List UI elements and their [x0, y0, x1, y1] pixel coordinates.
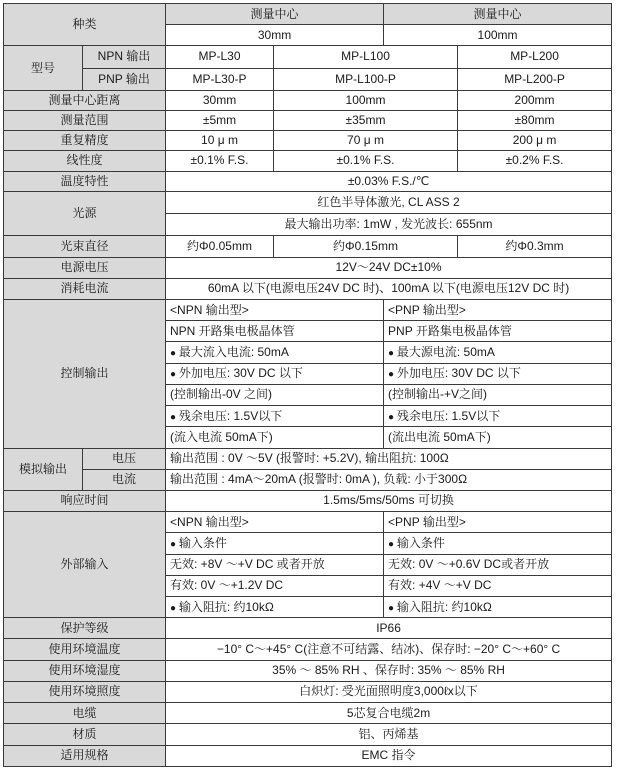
cell-value: 白炽灯: 受光面照明度3,000ℓx以下	[166, 681, 612, 702]
cell-value: NPN 开路集电极晶体管	[166, 321, 384, 342]
cable-label: 电缆	[4, 703, 166, 724]
list-item	[166, 342, 384, 363]
cell-value: EMC 指令	[166, 745, 612, 766]
cell-value: 无效: 0V ～+0.6V DC或者开放	[384, 554, 612, 575]
npn-title: <NPN 输出型>	[166, 299, 384, 320]
env-temp-label: 使用环境温度	[4, 639, 166, 660]
bullet-icon: ●	[170, 411, 179, 423]
list-item	[166, 363, 384, 384]
cell-value: ±0.2% F.S.	[458, 151, 612, 171]
table-row	[4, 4, 612, 25]
table-row	[4, 512, 612, 533]
cell-value: 60mA 以下(电源电压24V DC 时)、100mA 以下(电源电压12V DC 时)	[166, 278, 612, 299]
cell-value: 输入阻抗: 约10kΩ	[178, 599, 274, 614]
model-value: MP-L200-P	[458, 68, 612, 90]
cell-value: −10° C～+45° C(注意不可结露、结冰)、保存时: −20° C～+60° C	[166, 639, 612, 660]
cell-value: 约Φ0.15mm	[274, 236, 458, 257]
standard-label: 适用规格	[4, 745, 166, 766]
cell-value: 10 μ m	[166, 131, 274, 151]
cell-value: 约Φ0.05mm	[166, 236, 274, 257]
current-label: 消耗电流	[4, 278, 166, 299]
npn-title: <NPN 输出型>	[166, 512, 384, 533]
cell-value: 输出范围 : 4mA～20mA (报警时: 0mA ), 负载: 小于300Ω	[166, 469, 612, 490]
cell-value: 有效: 0V ～+1.2V DC	[166, 575, 384, 596]
table-row	[4, 681, 612, 702]
cell-value: 约Φ0.3mm	[458, 236, 612, 257]
external-input-label: 外部输入	[4, 512, 166, 618]
env-humidity-label: 使用环境湿度	[4, 660, 166, 681]
bullet-icon: ●	[388, 602, 397, 614]
cell-value: 最大源电流: 50mA	[396, 344, 495, 359]
list-item	[384, 406, 612, 427]
temp-char-label: 温度特性	[4, 171, 166, 191]
bullet-icon: ●	[388, 347, 397, 359]
bullet-icon: ●	[170, 538, 179, 550]
cell-value: ±5mm	[166, 111, 274, 131]
column-header: 测量中心	[166, 4, 384, 25]
cell-value: (控制输出-+V之间)	[384, 384, 612, 405]
cell-value: 输入条件	[178, 535, 227, 550]
cell-value: 5芯复合电缆2m	[166, 703, 612, 724]
response-label: 响应时间	[4, 490, 166, 511]
cell-value: ±0.03% F.S./℃	[166, 171, 612, 191]
current-output-label: 电流	[83, 469, 166, 490]
list-item	[384, 597, 612, 618]
spec-table	[3, 3, 612, 767]
cell-value: 输出范围 : 0V ～5V (报警时: +5.2V), 输出阻抗: 100Ω	[166, 448, 612, 469]
cell-value: 铝、丙烯基	[166, 724, 612, 745]
cell-value: 200 μ m	[458, 131, 612, 151]
cell-value: 最大流入电流: 50mA	[178, 344, 289, 359]
protection-label: 保护等级	[4, 618, 166, 639]
model-value: MP-L100	[274, 46, 458, 68]
cell-value: 70 μ m	[274, 131, 458, 151]
table-row	[4, 90, 612, 110]
cell-value: 12V～24V DC±10%	[166, 257, 612, 278]
material-label: 材质	[4, 724, 166, 745]
table-row	[4, 490, 612, 511]
list-item	[384, 363, 612, 384]
bullet-icon: ●	[388, 411, 397, 423]
supply-voltage-label: 电源电压	[4, 257, 166, 278]
cell-value: 35% ～ 85% RH 、保存时: 35% ～ 85% RH	[166, 660, 612, 681]
cell-value: (控制输出-0V 之间)	[166, 384, 384, 405]
table-row	[4, 278, 612, 299]
table-row	[4, 151, 612, 171]
column-distance: 30mm	[166, 25, 384, 46]
cell-value: 200mm	[458, 90, 612, 110]
table-row	[4, 639, 612, 660]
voltage-label: 电压	[83, 448, 166, 469]
cell-value: 红色半导体激光, CL ASS 2	[166, 191, 612, 213]
type-label: 种类	[4, 4, 166, 46]
table-row	[4, 703, 612, 724]
bullet-icon: ●	[170, 369, 179, 381]
repeatability-label: 重复精度	[4, 131, 166, 151]
center-distance-label: 测量中心距离	[4, 90, 166, 110]
pnp-label: PNP 输出	[83, 68, 166, 90]
table-row	[4, 46, 612, 68]
bullet-icon: ●	[388, 538, 397, 550]
cell-value: 100mm	[274, 90, 458, 110]
cell-value: ±0.1% F.S.	[166, 151, 274, 171]
beam-diameter-label: 光束直径	[4, 236, 166, 257]
table-row	[4, 660, 612, 681]
cell-value: (流入电流 50mA下)	[166, 427, 384, 448]
light-source-label: 光源	[4, 191, 166, 235]
cell-value: 无效: +8V ～+V DC 或者开放	[166, 554, 384, 575]
cell-value: 外加电压: 30V DC 以下	[178, 366, 303, 381]
list-item	[384, 342, 612, 363]
cell-value: PNP 开路集电极晶体管	[384, 321, 612, 342]
measure-range-label: 测量范围	[4, 111, 166, 131]
column-distance: 100mm	[384, 25, 612, 46]
table-row	[4, 236, 612, 257]
table-row	[4, 299, 612, 320]
list-item	[166, 597, 384, 618]
pnp-title: <PNP 输出型>	[384, 299, 612, 320]
cell-value: 输入阻抗: 约10kΩ	[396, 599, 492, 614]
table-row	[4, 618, 612, 639]
table-row	[4, 68, 612, 90]
cell-value: 残余电压: 1.5V以下	[396, 408, 501, 423]
bullet-icon: ●	[170, 347, 179, 359]
cell-value: 30mm	[166, 90, 274, 110]
bullet-icon: ●	[388, 369, 397, 381]
cell-value: 输入条件	[396, 535, 445, 550]
cell-value: ±35mm	[274, 111, 458, 131]
model-value: MP-L100-P	[274, 68, 458, 90]
env-light-label: 使用环境照度	[4, 681, 166, 702]
column-header: 测量中心	[384, 4, 612, 25]
table-row	[4, 469, 612, 490]
npn-label: NPN 输出	[83, 46, 166, 68]
cell-value: 1.5ms/5ms/50ms 可切换	[166, 490, 612, 511]
table-row	[4, 448, 612, 469]
table-row	[4, 171, 612, 191]
cell-value: ±0.1% F.S.	[274, 151, 458, 171]
cell-value: ±80mm	[458, 111, 612, 131]
cell-value: (流出电流 50mA下)	[384, 427, 612, 448]
model-value: MP-L30	[166, 46, 274, 68]
bullet-icon: ●	[170, 602, 179, 614]
table-row	[4, 745, 612, 766]
linearity-label: 线性度	[4, 151, 166, 171]
table-row	[4, 257, 612, 278]
model-label: 型号	[4, 46, 83, 90]
cell-value: 外加电压: 30V DC 以下	[396, 366, 521, 381]
model-value: MP-L30-P	[166, 68, 274, 90]
control-output-label: 控制输出	[4, 299, 166, 448]
table-row	[4, 131, 612, 151]
cell-value: IP66	[166, 618, 612, 639]
table-row	[4, 191, 612, 213]
cell-value: 最大输出功率: 1mW , 发光波长: 655nm	[166, 214, 612, 236]
model-value: MP-L200	[458, 46, 612, 68]
list-item	[384, 533, 612, 554]
cell-value: 有效: +4V ～+V DC	[384, 575, 612, 596]
cell-value: 残余电压: 1.5V以下	[178, 408, 283, 423]
analog-output-label: 模拟输出	[4, 448, 83, 490]
list-item	[166, 533, 384, 554]
table-row	[4, 111, 612, 131]
pnp-title: <PNP 输出型>	[384, 512, 612, 533]
list-item	[166, 406, 384, 427]
table-row	[4, 724, 612, 745]
